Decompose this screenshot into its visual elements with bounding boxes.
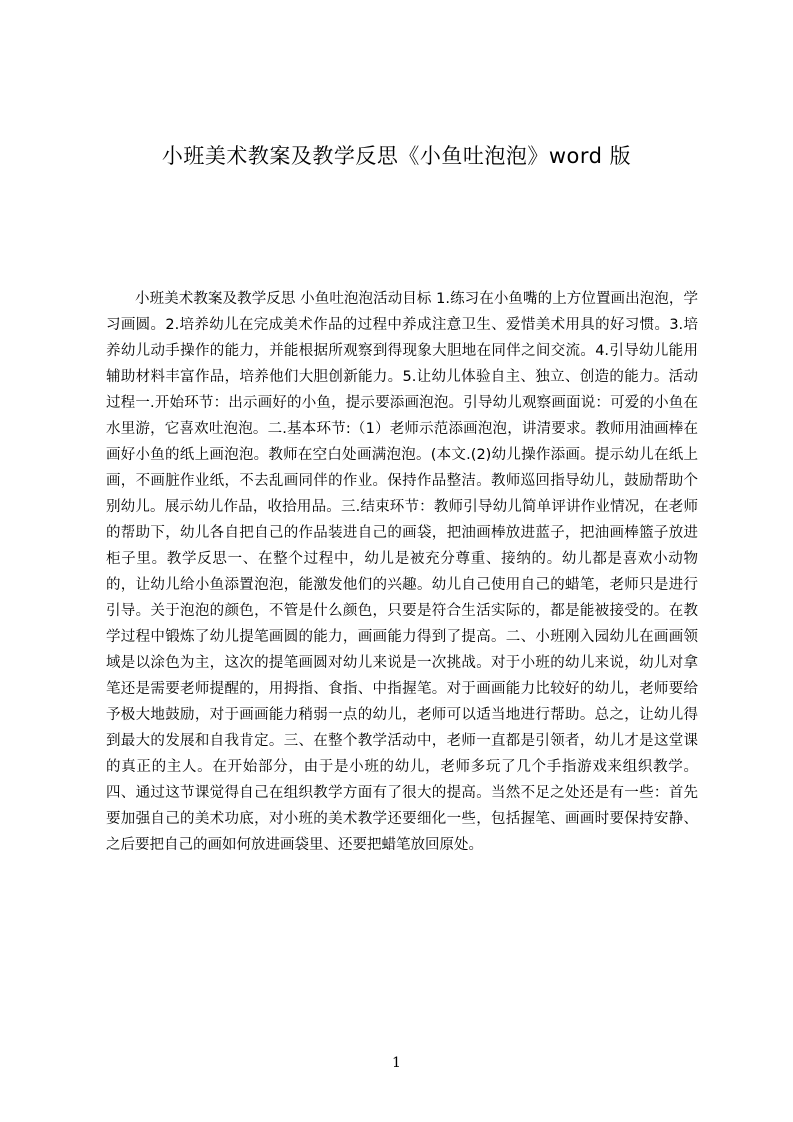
- document-body-paragraph: 小班美术教案及教学反思 小鱼吐泡泡活动目标 1.练习在小鱼嘴的上方位置画出泡泡，学习画圆。2.培养幼儿在完成美术作品的过程中养成注意卫生、爱惜美术用具的好习惯。3.培养幼儿动手操作的能力，并能根据所观察到得现象大胆地在同伴之间交流。4.引导幼儿能用辅助材料丰富作品，培养他们大胆创新能力。5.让幼儿体验自主、独立、创造的能力。活动过程一.开始环节：出示画好的小鱼，提示要添画泡泡。引导幼儿观察画面说：可爱的小鱼在水里游，它喜欢吐泡泡。二.基本环节:（1）老师示范添画泡泡，讲清要求。教师用油画棒在画好小鱼的纸上画泡泡。教师在空白处画满泡泡。(本文.(2)幼儿操作添画。提示幼儿在纸上画，不画脏作业纸，不去乱画同伴的作业。保持作品整洁。教师巡回指导幼儿，鼓励帮助个别幼儿。展示幼儿作品，收拾用品。三.结束环节：教师引导幼儿简单评讲作业情况，在老师的帮助下，幼儿各自把自己的作品装进自己的画袋，把油画棒放进蓝子，把油画棒篮子放进柜子里。教学反思一、在整个过程中，幼儿是被充分尊重、接纳的。幼儿都是喜欢小动物的，让幼儿给小鱼添置泡泡，能激发他们的兴趣。幼儿自己使用自己的蜡笔，老师只是进行引导。关于泡泡的颜色，不管是什么颜色，只要是符合生活实际的，都是能被接受的。在教学过程中锻炼了幼儿提笔画圆的能力，画画能力得到了提高。二、小班刚入园幼儿在画画领域是以涂色为主，这次的提笔画圆对幼儿来说是一次挑战。对于小班的幼儿来说，幼儿对拿笔还是需要老师提醒的，用拇指、食指、中指握笔。对于画画能力比较好的幼儿，老师要给予极大地鼓励，对于画画能力稍弱一点的幼儿，老师可以适当地进行帮助。总之，让幼儿得到最大的发展和自我肯定。三、在整个教学活动中，老师一直都是引领者，幼儿才是这堂课的真正的主人。在开始部分，由于是小班的幼儿，老师多玩了几个手指游戏来组织教学。四、通过这节课觉得自己在组织教学方面有了很大的提高。当然不足之处还是有一些：首先要加强自己的美术功底，对小班的美术教学还要细化一些，包括握笔、画画时要保持安静、之后要把自己的画如何放进画袋里、还要把蜡笔放回原处。: [106, 291, 698, 853]
- page-number: 1: [392, 1055, 401, 1071]
- document-title: 小班美术教案及教学反思《小鱼吐泡泡》word 版: [161, 144, 632, 168]
